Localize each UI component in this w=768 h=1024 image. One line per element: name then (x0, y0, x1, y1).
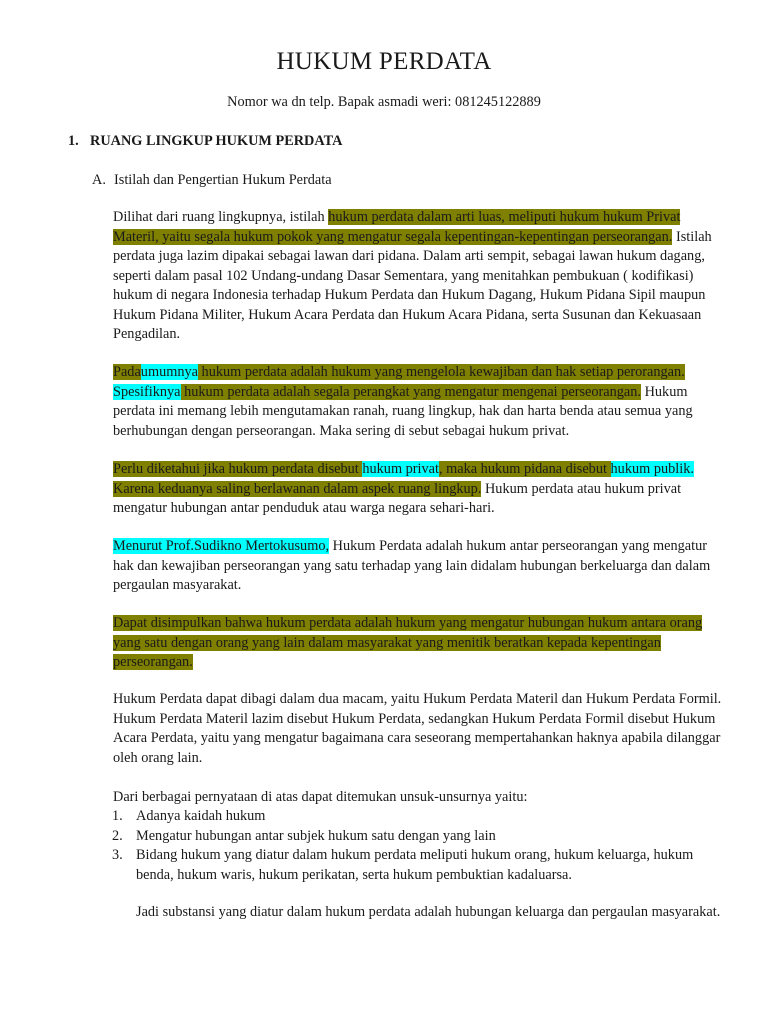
list-text: Adanya kaidah hukum (136, 808, 266, 824)
subsection-title: Istilah dan Pengertian Hukum Perdata (114, 172, 332, 188)
paragraph-division: Hukum Perdata dapat dibagi dalam dua macam, yaitu Hukum Perdata Materil dan Hukum Perdata Formil. Hukum Perdata Materil lazim disebut Hukum Perdata, sedangkan Hukum Perdata Formil disebut Hukum Acara Perdata, yaitu yang mengatur bagaimana cara seseorang mempertahankan haknya apabila dilanggar oleh orang lain. (113, 691, 722, 766)
subsection-heading (92, 172, 332, 189)
list-item (112, 827, 726, 847)
paragraph-general (113, 363, 725, 441)
highlight-olive: Perlu diketahui jika hukum perdata disebut (113, 461, 363, 477)
paragraph-substance: Jadi substansi yang diatur dalam hukum perdata adalah hubungan keluarga dan pergaulan masyarakat. (136, 904, 721, 920)
highlight-cyan: Spesifiknya (113, 383, 181, 400)
highlight-cyan: hukum publik. (610, 461, 694, 477)
contact-line: Nomor wa dn telp. Bapak asmadi weri: 081245122889 (227, 94, 541, 110)
text-run: Istilah perdata juga lazim dipakai sebagai lawan dari pidana. Dalam arti sempit, sebagai lawan hukum dagang, seperti dalam pasal 102 Undang-undang Dasar Sementara, yang menitahkan pembukuan ( kodifikasi) hukum di negara Indonesia terhadap Hukum Perdata dan Hukum Dagang, Hukum Pidana Sipil maupun Hukum Pidana Militer, Hukum Acara Perdata dan Hukum Acara Pidana, serta Susunan dan Kekuasaan Pengadilan. (113, 228, 712, 342)
elements-list (112, 807, 726, 885)
highlight-cyan: hukum privat (362, 461, 439, 477)
list-number: 2. (112, 827, 123, 844)
paragraph-private-public (113, 460, 725, 519)
list-text: Bidang hukum yang diatur dalam hukum perdata meliputi hukum orang, hukum keluarga, hukum benda, hukum waris, hukum perikatan, serta hukum pembuktian kadaluarsa. (136, 847, 694, 883)
list-item (112, 846, 726, 885)
highlight-olive: Pada (113, 364, 141, 380)
list-number: 1. (112, 808, 123, 824)
highlight-olive: hukum perdata adalah segala perangkat yang mengatur mengenai perseorangan. (180, 383, 641, 400)
highlight-olive: hukum perdata adalah hukum yang mengelola kewajiban dan hak setiap perorangan. (197, 364, 685, 380)
text-run: Dilihat dari ruang lingkupnya, istilah (113, 209, 329, 225)
highlight-olive: Karena keduanya saling berlawanan dalam aspek ruang lingkup. (113, 480, 482, 497)
text-run: Hukum perdata ini memang lebih mengutamakan ranah, ruang lingkup, hak dan harta benda atau semua yang berhubungan dengan perseorangan. Maka sering di sebut sebagai hukum privat. (113, 383, 693, 439)
paragraph-elements-intro: Dari berbagai pernyataan di atas dapat ditemukan unsuk-unsurnya yaitu: (113, 789, 528, 805)
section-heading (68, 133, 342, 150)
document-title: HUKUM PERDATA (276, 48, 492, 75)
paragraph-sudikno (113, 537, 725, 596)
paragraph-conclusion (113, 614, 725, 673)
list-item (112, 807, 726, 827)
section-number: 1. (68, 133, 79, 149)
list-text: Mengatur hubungan antar subjek hukum satu dengan yang lain (136, 827, 496, 844)
list-number: 3. (112, 847, 123, 863)
highlight-olive: Dapat disimpulkan bahwa hukum perdata adalah hukum yang mengatur hubungan hukum antara orang yang satu dengan orang yang lain dalam masyarakat yang menitik beratkan kepada kepentingan perseorangan. (113, 615, 703, 670)
highlight-cyan: umumnya (140, 364, 198, 380)
text-run: Hukum Perdata adalah hukum antar perseorangan yang mengatur hak dan kewajiban perseorangan yang satu terhadap yang lain didalam hubungan berkeluarga dan dalam pergaulan masyarakat. (113, 538, 711, 593)
section-title: RUANG LINGKUP HUKUM PERDATA (90, 133, 343, 149)
paragraph-definition (113, 208, 725, 345)
highlight-cyan: Menurut Prof.Sudikno Mertokusumo, (113, 538, 330, 554)
highlight-olive: , maka hukum pidana disebut (439, 461, 611, 477)
highlight-olive: hukum perdata dalam arti luas, meliputi hukum hukum Privat Materil, yaitu segala hukum pokok yang mengatur segala kepentingan-kepentingan perseorangan. (113, 209, 681, 245)
subsection-letter: A. (92, 172, 106, 188)
text-run: Hukum perdata atau hukum privat mengatur hubungan antar penduduk atau warga negara sehari-hari. (113, 480, 682, 516)
